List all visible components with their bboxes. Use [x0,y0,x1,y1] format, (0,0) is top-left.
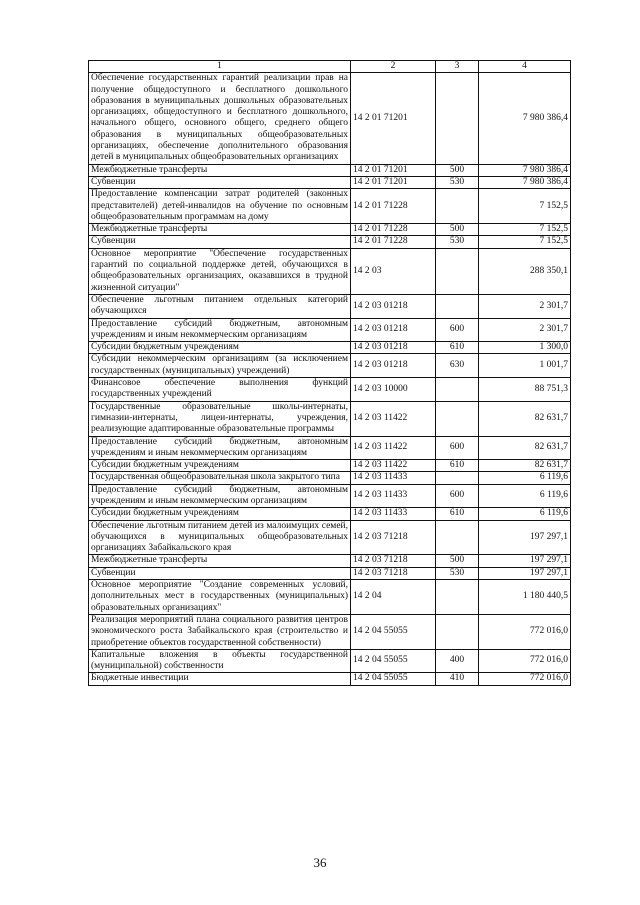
header-col-1: 1 [89,61,351,73]
row-code: 14 2 01 71201 [351,73,436,164]
header-row [89,61,571,73]
row-name: Капитальные вложения в объекты государственной (муниципальной) собственности [89,649,351,673]
row-amount: 1 180 440,5 [479,580,571,615]
row-amount: 288 350,1 [479,248,571,294]
row-type [436,189,479,224]
row-amount: 82 631,7 [479,436,571,460]
row-name: Субсидии бюджетным учреждениям [89,508,351,520]
row-amount: 7 980 386,4 [479,164,571,176]
row-type: 600 [436,484,479,508]
row-amount: 7 152,5 [479,189,571,224]
row-amount: 772 016,0 [479,614,571,649]
table-row [89,649,571,673]
row-amount: 2 301,7 [479,294,571,318]
table-row [89,484,571,508]
row-type [436,614,479,649]
row-type [436,580,479,615]
table-body [89,73,571,685]
table-row [89,401,571,436]
row-type: 610 [436,508,479,520]
row-name: Государственная общеобразовательная школа закрытого типа [89,472,351,484]
row-amount: 6 119,6 [479,472,571,484]
row-name: Субсидии бюджетным учреждениям [89,342,351,354]
row-amount: 772 016,0 [479,673,571,685]
row-name: Предоставление субсидий бюджетным, автономным учреждениям и иным некоммерческим организациям [89,318,351,342]
row-code: 14 2 04 55055 [351,649,436,673]
row-name: Основное мероприятие "Обеспечение государственных гарантий по социальной поддержке детей, обучающихся в общеобразовательных организациях, оказавшихся в трудной жизненной ситуации" [89,248,351,294]
row-name: Субсидии бюджетным учреждениям [89,460,351,472]
budget-table [88,60,571,686]
row-name: Субвенции [89,236,351,248]
row-name: Предоставление субсидий бюджетным, автономным учреждениям и иным некоммерческим организациям [89,484,351,508]
header-col-4: 4 [479,61,571,73]
row-amount: 7 152,5 [479,224,571,236]
row-name: Основное мероприятие "Создание современных условий, дополнительных мест в государственных (муниципальных) образовательных организациях" [89,580,351,615]
page-number: 36 [313,855,327,870]
table-row [89,248,571,294]
row-type: 530 [436,236,479,248]
table-row [89,294,571,318]
row-type: 610 [436,460,479,472]
row-amount: 6 119,6 [479,508,571,520]
row-type: 530 [436,176,479,188]
row-type: 500 [436,164,479,176]
row-code: 14 2 03 11422 [351,401,436,436]
table-row [89,342,571,354]
table-row [89,580,571,615]
row-name: Предоставление компенсации затрат родителей (законных представителей) детей-инвалидов на обучение по основным общеобразовательным программам на дому [89,189,351,224]
row-code: 14 2 03 01218 [351,342,436,354]
row-amount: 2 301,7 [479,318,571,342]
row-amount: 1 300,0 [479,342,571,354]
table-row [89,508,571,520]
row-code: 14 2 01 71201 [351,176,436,188]
row-amount: 772 016,0 [479,649,571,673]
row-name: Государственные образовательные школы-интернаты, гимназии-интернаты, лицеи-интернаты, учреждения, реализующие адаптированные образовательные программы [89,401,351,436]
row-name: Обеспечение государственных гарантий реализации прав на получение общедоступного и бесплатного дошкольного образования в муниципальных дошкольных образовательных организациях, общедоступного и бесплатного дошкольного, начального общего, основного общего, среднего общего образования в муниципальных общеобразовательных организациях, обеспечение дополнительного образования детей в муниципальных общеобразовательных организациях [89,73,351,164]
table-row [89,378,571,402]
row-code: 14 2 03 10000 [351,378,436,402]
table-header [89,61,571,73]
table-row [89,567,571,579]
row-type [436,378,479,402]
row-code: 14 2 04 55055 [351,673,436,685]
row-type: 500 [436,555,479,567]
row-name: Бюджетные инвестиции [89,673,351,685]
row-name: Межбюджетные трансферты [89,224,351,236]
row-type [436,472,479,484]
row-amount: 197 297,1 [479,520,571,555]
row-code: 14 2 04 55055 [351,614,436,649]
row-amount: 197 297,1 [479,567,571,579]
row-code: 14 2 03 [351,248,436,294]
row-amount: 82 631,7 [479,460,571,472]
table-row [89,614,571,649]
row-amount: 7 980 386,4 [479,73,571,164]
table-row [89,224,571,236]
header-col-3: 3 [436,61,479,73]
row-type: 400 [436,649,479,673]
row-amount: 197 297,1 [479,555,571,567]
row-amount: 7 980 386,4 [479,176,571,188]
table-row [89,436,571,460]
row-code: 14 2 01 71228 [351,189,436,224]
row-code: 14 2 01 71228 [351,224,436,236]
row-name: Финансовое обеспечение выполнения функций государственных учреждений [89,378,351,402]
row-type [436,520,479,555]
row-type: 600 [436,318,479,342]
row-name: Субвенции [89,567,351,579]
table-row [89,673,571,685]
row-code: 14 2 03 01218 [351,294,436,318]
table-row [89,236,571,248]
row-type: 500 [436,224,479,236]
row-code: 14 2 03 11422 [351,436,436,460]
row-code: 14 2 03 01218 [351,318,436,342]
row-name: Обеспечение льготным питанием отдельных категорий обучающихся [89,294,351,318]
row-code: 14 2 03 01218 [351,354,436,378]
row-code: 14 2 03 71218 [351,520,436,555]
table-row [89,189,571,224]
header-col-2: 2 [351,61,436,73]
row-name: Обеспечение льготным питанием детей из малоимущих семей, обучающихся в муниципальных общеобразовательных организациях Забайкальского края [89,520,351,555]
row-code: 14 2 03 71218 [351,555,436,567]
row-code: 14 2 04 [351,580,436,615]
row-name: Субсидии некоммерческим организациям (за исключением государственных (муниципальных) учреждений) [89,354,351,378]
row-type: 610 [436,342,479,354]
row-code: 14 2 03 11433 [351,508,436,520]
row-code: 14 2 01 71201 [351,164,436,176]
row-amount: 7 152,5 [479,236,571,248]
row-amount: 6 119,6 [479,484,571,508]
table-row [89,520,571,555]
row-code: 14 2 03 71218 [351,567,436,579]
row-name: Субвенции [89,176,351,188]
row-name: Реализация мероприятий плана социального развития центров экономического роста Забайкальского края (строительство и приобретение объектов государственной собственности) [89,614,351,649]
row-name: Межбюджетные трансферты [89,164,351,176]
row-type: 410 [436,673,479,685]
row-amount: 1 001,7 [479,354,571,378]
table-row [89,555,571,567]
table-row [89,164,571,176]
row-code: 14 2 03 11433 [351,484,436,508]
row-amount: 88 751,3 [479,378,571,402]
row-type: 630 [436,354,479,378]
row-name: Межбюджетные трансферты [89,555,351,567]
table-row [89,460,571,472]
row-type: 530 [436,567,479,579]
row-type: 600 [436,436,479,460]
row-type [436,294,479,318]
row-name: Предоставление субсидий бюджетным, автономным учреждениям и иным некоммерческим организациям [89,436,351,460]
row-type [436,73,479,164]
row-type [436,401,479,436]
table-row [89,176,571,188]
table-row [89,318,571,342]
row-amount: 82 631,7 [479,401,571,436]
row-code: 14 2 03 11422 [351,460,436,472]
table-row [89,354,571,378]
table-row [89,472,571,484]
table-row [89,73,571,164]
row-code: 14 2 01 71228 [351,236,436,248]
row-type [436,248,479,294]
row-code: 14 2 03 11433 [351,472,436,484]
